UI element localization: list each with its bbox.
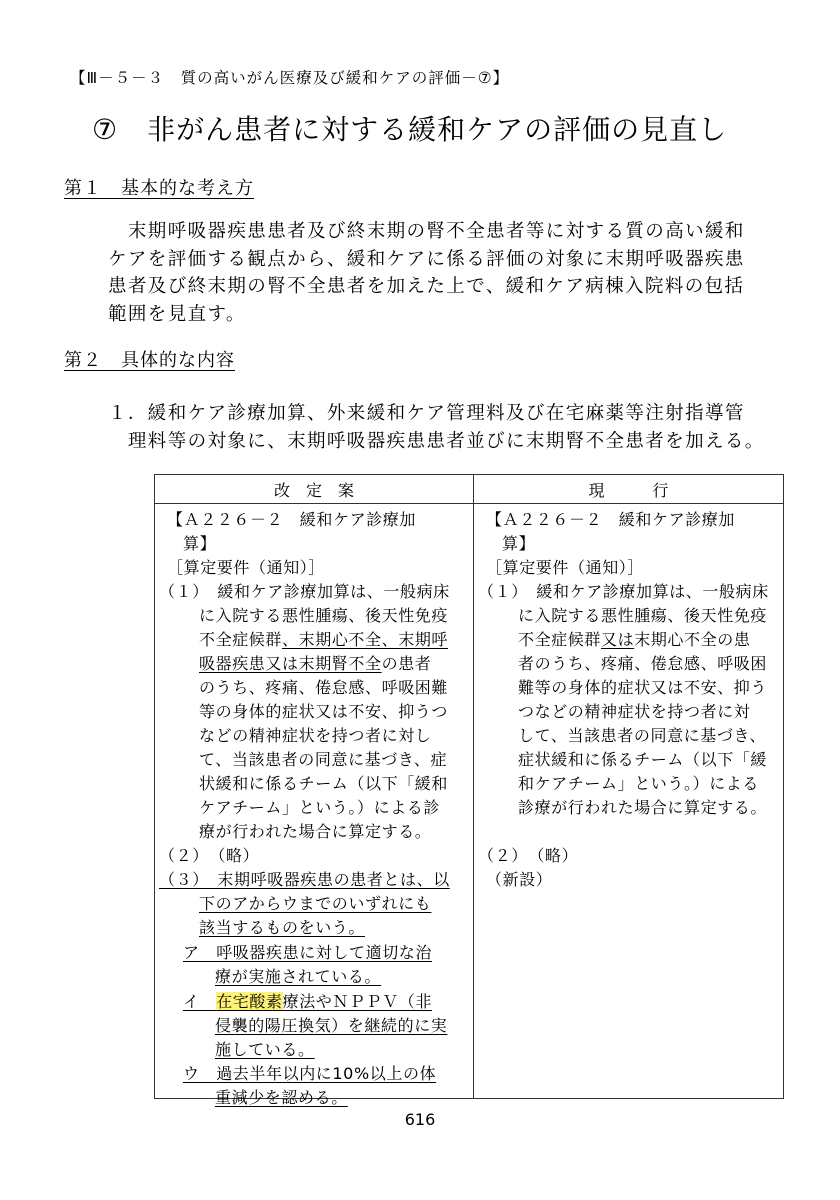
underlined-insertion: 重減少を認める。 — [215, 1088, 348, 1107]
underlined-insertion: 侵襲的陽圧換気）を継続的に実 — [215, 1016, 448, 1035]
text-line: などの精神症状を持つ者に対し — [199, 726, 432, 745]
text-line: 和ケアチーム」という。）による — [518, 774, 760, 793]
underlined-insertion: ウ 過去半年以内に10%以上の体 — [183, 1064, 437, 1083]
text-line: 理料等の対象に、末期呼吸器疾患患者並びに末期腎不全患者を加える。 — [108, 430, 765, 452]
text-line: 療が行われた場合に算定する。 — [199, 822, 432, 841]
table-body-row — [155, 504, 784, 1099]
text-line: （１） 緩和ケア診療加算は、一般病床 — [159, 582, 450, 601]
text-line: 状緩和に係るチーム（以下「緩和 — [199, 774, 449, 793]
table-header-row — [155, 475, 784, 504]
underlined-insertion: イ 在宅酸素療法やＮＰＰＶ（非 — [183, 992, 433, 1011]
highlighted-term: 在宅酸素 — [216, 992, 283, 1011]
underlined-deletion: 又は — [601, 630, 635, 649]
text-line: 算】 — [502, 534, 536, 553]
text-line: （新設） — [486, 870, 553, 889]
text-line: て、当該患者の同意に基づき、症 — [199, 750, 448, 769]
heading-basic-concept: 第１ 基本的な考え方 — [64, 178, 254, 199]
text-line: に入院する悪性腫瘍、後天性免疫 — [199, 606, 449, 625]
text-line: 診療が行われた場合に算定する。 — [518, 798, 768, 817]
underlined-insertion: 吸器疾患又は末期腎不全 — [199, 654, 382, 673]
underlined-insertion: 施している。 — [215, 1040, 315, 1059]
text-line: ケアを評価する観点から、緩和ケアに係る評価の対象に末期呼吸器疾患 — [108, 248, 745, 270]
current-cell — [474, 504, 784, 1099]
text-line: 等の身体的症状又は不安、抑うつ — [199, 702, 449, 721]
basic-concept-paragraph — [108, 218, 745, 328]
section-header: 【Ⅲ－５－３ 質の高いがん医療及び緩和ケアの評価－⑦】 — [70, 69, 510, 87]
specific-item-1 — [108, 400, 765, 455]
text-line: のうち、疼痛、倦怠感、呼吸困難 — [199, 678, 449, 697]
revised-cell — [155, 504, 474, 1107]
text-line: 患者及び終末期の腎不全患者を加えた上で、緩和ケア病棟入院料の包括 — [108, 276, 745, 297]
text-line: して、当該患者の同意に基づき、 — [518, 726, 767, 745]
underlined-insertion: 下のアからウまでのいずれにも — [199, 894, 432, 913]
text-line: に入院する悪性腫瘍、後天性免疫 — [518, 606, 768, 625]
underlined-insertion: ア 呼吸器疾患に対して適切な治 — [183, 943, 433, 962]
page-number: 616 — [404, 1110, 436, 1129]
text-line: 症状緩和に係るチーム（以下「緩 — [518, 750, 768, 769]
text-line: つなどの精神症状を持つ者に対 — [518, 702, 751, 721]
column-header-revised: 改 定 案 — [155, 475, 474, 504]
text-line: 【Ａ２２６－２ 緩和ケア診療加 — [486, 510, 736, 529]
underlined-insertion: （３） 末期呼吸器疾患の患者とは、以 — [159, 870, 450, 889]
text-line: （２） （略） — [478, 846, 579, 865]
underlined-insertion: 、末期心不全 — [282, 630, 382, 649]
text-line: 不全症候群又は末期心不全の患 — [518, 630, 751, 649]
text-line: 範囲を見直す。 — [108, 303, 246, 325]
text-line: 末期呼吸器疾患患者及び終末期の腎不全患者等に対する質の高い緩和 — [108, 221, 745, 242]
text-line: ケアチーム」という。）による診 — [199, 798, 441, 817]
text-line: （２） （略） — [159, 846, 260, 865]
text-line: 不全症候群、末期心不全、末期呼 — [199, 630, 449, 649]
text-line: 吸器疾患又は末期腎不全の患者 — [199, 654, 432, 673]
text-line: （１） 緩和ケア診療加算は、一般病床 — [478, 582, 769, 601]
underlined-insertion: 該当するものをいう。 — [199, 918, 366, 937]
column-header-current: 現 行 — [474, 475, 784, 504]
text-line: 算】 — [183, 534, 217, 553]
text-line: 【Ａ２２６－２ 緩和ケア診療加 — [167, 510, 417, 529]
text-line: 難等の身体的症状又は不安、抑う — [518, 678, 768, 697]
heading-specific-content: 第２ 具体的な内容 — [64, 350, 235, 371]
underlined-insertion: 、末期呼 — [381, 630, 449, 649]
page-title: ⑦ 非がん患者に対する緩和ケアの評価の見直し — [92, 113, 728, 146]
text-line: 者のうち、疼痛、倦怠感、呼吸困 — [518, 654, 768, 673]
text-line: １．緩和ケア診療加算、外来緩和ケア管理料及び在宅麻薬等注射指導管 — [108, 403, 745, 424]
comparison-table — [154, 474, 784, 1107]
text-line: ［算定要件（通知）］ — [486, 558, 645, 577]
underlined-insertion: 療が実施されている。 — [215, 967, 382, 986]
text-line: ［算定要件（通知）］ — [167, 558, 326, 577]
